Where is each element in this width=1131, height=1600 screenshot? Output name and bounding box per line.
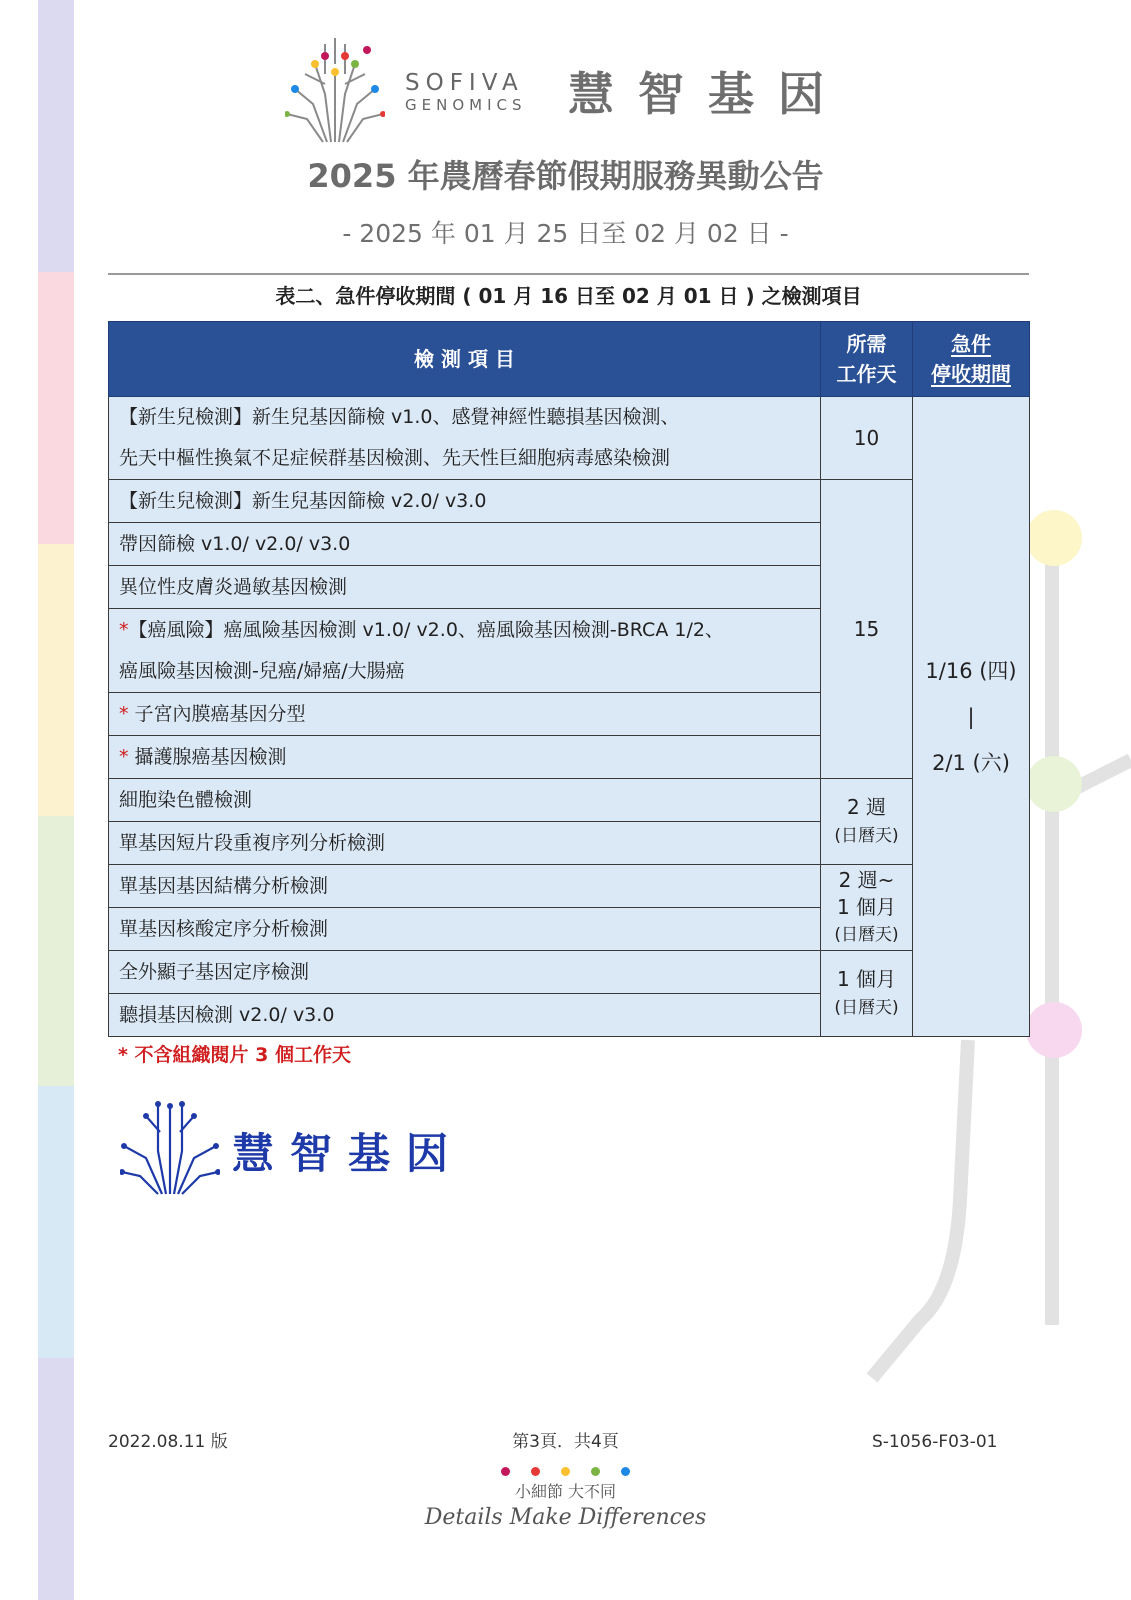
dot-1-icon — [501, 1467, 510, 1476]
asterisk-mark: * — [119, 618, 129, 641]
days-calendar-note: (日曆天) — [834, 997, 899, 1018]
slogan-english: Details Make Differences — [424, 1505, 707, 1530]
brand-chinese: 慧智基因 — [568, 67, 848, 121]
days-calendar-note: (日曆天) — [834, 925, 899, 945]
table-caption: 表二、急件停收期間 ( 01 月 16 日至 02 月 01 日 ) 之檢測項目 — [275, 284, 862, 308]
days-calendar-note: (日曆天) — [834, 825, 899, 846]
item-atopic-dermatitis: 異位性皮膚炎過敏基因檢測 — [109, 566, 821, 609]
days-1-month — [821, 951, 913, 1037]
item-cancer-risk — [109, 609, 821, 693]
days-1-month-value: 1 個月 — [836, 966, 897, 991]
item-text: 攝護腺癌基因檢測 — [134, 746, 287, 768]
page-title: 2025 年農曆春節假期服務異動公告 — [307, 157, 824, 195]
date-range-subtitle: - 2025 年 01 月 25 日至 02 月 02 日 - — [342, 219, 789, 248]
days-range-b: 1 個月 — [836, 895, 897, 919]
table-row — [109, 779, 1030, 822]
item-newborn-v1 — [109, 397, 821, 480]
days-2-weeks — [821, 779, 913, 865]
stop-separator: | — [967, 704, 975, 729]
days-10: 10 — [821, 397, 913, 480]
item-text: 子宮內膜癌基因分型 — [134, 703, 306, 725]
table-header-row — [109, 322, 1030, 397]
item-text: 【癌風險】癌風險基因檢測 v1.0/ v2.0、癌風險基因檢測-BRCA 1/2、 — [128, 618, 724, 641]
brand-english — [405, 70, 527, 114]
item-wes: 全外顯子基因定序檢測 — [109, 951, 821, 994]
dot-2-icon — [531, 1467, 540, 1476]
days-range-a: 2 週~ — [838, 868, 895, 892]
col-header-stop — [913, 322, 1030, 397]
item-carrier-screening: 帶因篩檢 v1.0/ v2.0/ v3.0 — [109, 523, 821, 566]
stop-start: 1/16 (四) — [925, 658, 1017, 683]
item-gene-structure: 單基因基因結構分析檢測 — [109, 865, 821, 908]
header-divider — [108, 273, 1029, 275]
item-prostate-cancer — [109, 736, 821, 779]
item-endometrial-cancer — [109, 693, 821, 736]
brand-en-line1: SOFIVA — [405, 70, 524, 96]
asterisk-mark: * — [119, 746, 129, 768]
col-header-days-line1: 所需 — [846, 332, 887, 356]
item-text: 【新生兒檢測】新生兒基因篩檢 v1.0、感覺神經性聽損基因檢測、 — [119, 406, 680, 428]
table-row — [109, 951, 1030, 994]
table-row — [109, 397, 1030, 480]
item-newborn-v2: 【新生兒檢測】新生兒基因篩檢 v2.0/ v3.0 — [109, 480, 821, 523]
item-hearing-loss: 聽損基因檢測 v2.0/ v3.0 — [109, 994, 821, 1037]
footnote: * 不含組織閱片 3 個工作天 — [118, 1044, 352, 1066]
table-row — [109, 865, 1030, 908]
days-15: 15 — [821, 480, 913, 779]
version-label: 2022.08.11 版 — [108, 1432, 228, 1452]
brand-en-line2: GENOMICS — [405, 96, 527, 114]
color-dots — [0, 1461, 1131, 1480]
sofiva-blue-logo-icon — [120, 1096, 220, 1196]
col-header-item: 檢 測 項 目 — [109, 322, 821, 397]
item-str-analysis: 單基因短片段重複序列分析檢測 — [109, 822, 821, 865]
slogan-chinese: 小細節 大不同 — [514, 1482, 617, 1501]
asterisk-mark: * — [119, 703, 129, 725]
dot-4-icon — [591, 1467, 600, 1476]
dot-3-icon — [561, 1467, 570, 1476]
days-2-weeks-1-month — [821, 865, 913, 951]
stop-period — [913, 397, 1030, 1037]
col-header-stop-line2: 停收期間 — [931, 362, 1011, 386]
col-header-days — [821, 322, 913, 397]
item-text: 先天中樞性換氣不足症候群基因檢測、先天性巨細胞病毒感染檢測 — [119, 447, 671, 469]
item-sequencing: 單基因核酸定序分析檢測 — [109, 908, 821, 951]
page-number: 第3頁．共4頁 — [512, 1432, 619, 1452]
brand-chinese-blue: 慧智基因 — [232, 1129, 465, 1178]
test-items-table — [108, 321, 1030, 1037]
sofiva-tree-logo-icon — [285, 34, 385, 144]
col-header-days-line2: 工作天 — [836, 362, 897, 386]
stop-end: 2/1 (六) — [932, 750, 1010, 775]
days-2-weeks-value: 2 週 — [846, 794, 887, 819]
item-karyotype: 細胞染色體檢測 — [109, 779, 821, 822]
document-id: S-1056-F03-01 — [872, 1432, 998, 1452]
dot-5-icon — [621, 1467, 630, 1476]
item-text: 癌風險基因檢測-兒癌/婦癌/大腸癌 — [119, 659, 405, 682]
col-header-stop-line1: 急件 — [951, 332, 991, 356]
table-row — [109, 480, 1030, 523]
